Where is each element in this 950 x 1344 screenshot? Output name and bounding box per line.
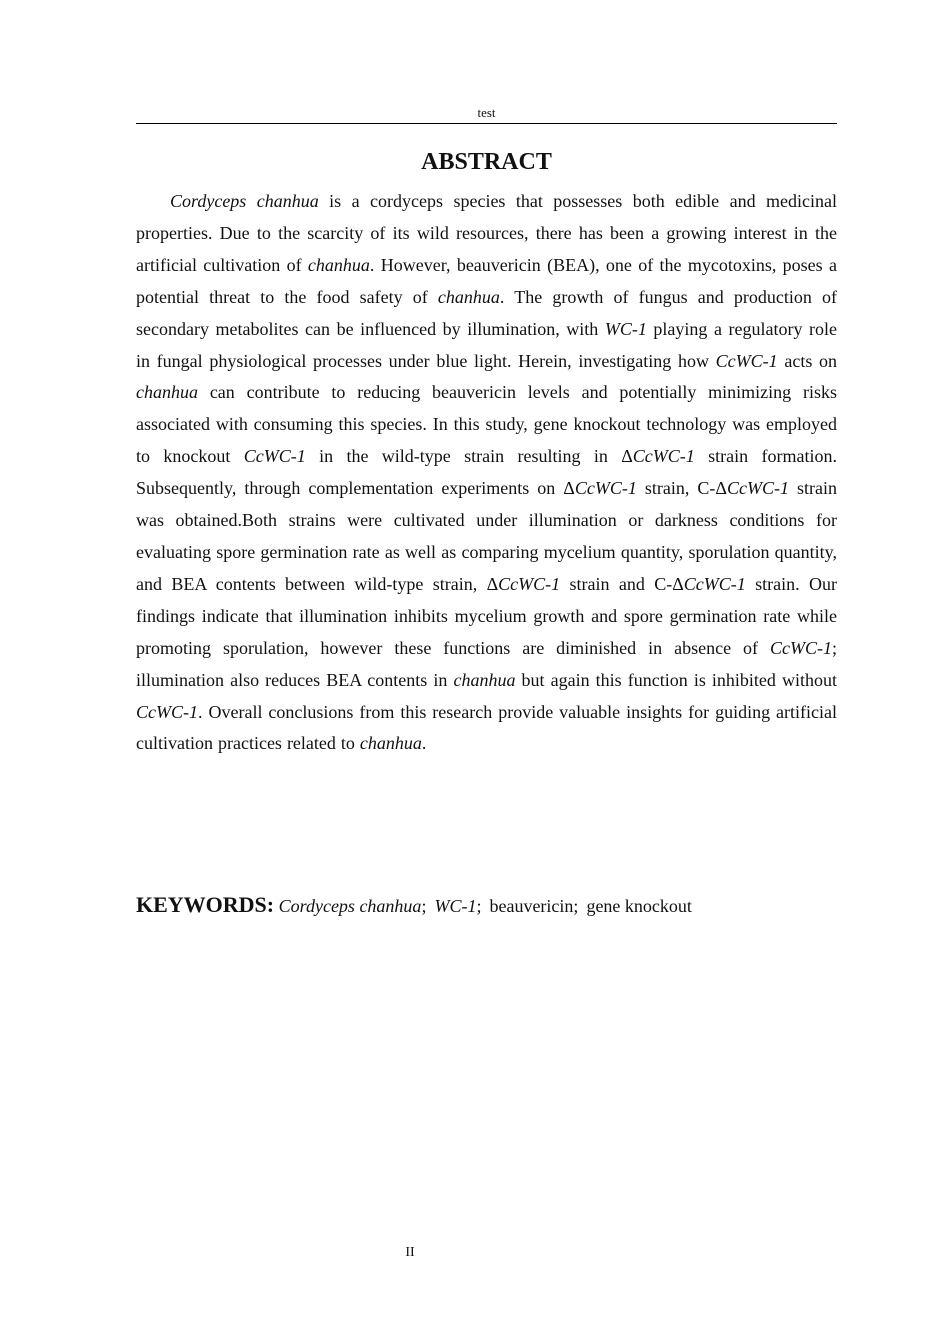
abstract-italic-term: WC-1 xyxy=(604,318,647,339)
abstract-text-run: . The growth of fungus and production of secondary metabolites can be influenced by illumination, with xyxy=(136,286,837,339)
abstract-text-run: strain and C-Δ xyxy=(560,573,684,594)
abstract-italic-term: chanhua xyxy=(307,254,370,275)
abstract-title: ABSTRACT xyxy=(421,149,552,175)
keywords-label: KEYWORDS: xyxy=(136,892,275,917)
keywords-line xyxy=(136,888,837,923)
abstract-body xyxy=(136,186,837,760)
abstract-text-run: . xyxy=(421,733,427,754)
abstract-text-run: but again this function is inhibited without xyxy=(515,669,837,690)
keyword-separator: ; xyxy=(476,896,482,916)
abstract-italic-term: CcWC-1 xyxy=(136,701,198,722)
abstract-italic-term: chanhua xyxy=(437,286,500,307)
abstract-text-run: strain was obtained.Both strains were cultivated under illumination or darkness conditions for evaluating spore germination rate as well as comparing mycelium quantity, sporulation quantity, and BEA contents between wild-type strain, Δ xyxy=(136,478,837,594)
abstract-italic-term: chanhua xyxy=(453,669,516,690)
abstract-text-run: is a cordyceps species that possesses both edible and medicinal properties. Due to the scarcity of its wild resources, there has been a growing interest in the artificial cultivation of xyxy=(136,191,837,275)
running-header: test xyxy=(136,104,837,124)
page-number: II xyxy=(405,1245,415,1260)
keyword-item: Cordyceps chanhua xyxy=(278,896,422,916)
abstract-italic-term: Cordyceps chanhua xyxy=(170,191,319,211)
abstract-italic-term: chanhua xyxy=(136,382,198,403)
abstract-italic-term: CcWC-1 xyxy=(726,478,789,499)
keyword-item: gene knockout xyxy=(586,896,692,916)
abstract-italic-term: CcWC-1 xyxy=(498,573,561,594)
abstract-italic-term: CcWC-1 xyxy=(243,446,306,467)
abstract-text-run: strain. Our findings indicate that illumination inhibits mycelium growth and spore germination rate while promoting sporulation, however these functions are diminished in absence of xyxy=(136,573,837,658)
keyword-separator: ; xyxy=(573,896,579,916)
abstract-text-run: . Overall conclusions from this research provide valuable insights for guiding artificial cultivation practices related to xyxy=(136,701,837,754)
abstract-italic-term: CcWC-1 xyxy=(632,446,695,467)
abstract-text-run: strain formation. Subsequently, through complementation experiments on Δ xyxy=(136,446,837,499)
abstract-text-run: strain, C-Δ xyxy=(636,478,727,499)
abstract-text-run: can contribute to reducing beauvericin levels and potentially minimizing risks associated with consuming this species. In this study, gene knockout technology was employed to knockout xyxy=(136,382,837,467)
abstract-italic-term: CcWC-1 xyxy=(769,637,832,658)
abstract-text-run: in the wild-type strain resulting in Δ xyxy=(305,446,633,467)
keyword-separator: ; xyxy=(421,896,427,916)
abstract-italic-term: chanhua xyxy=(359,733,422,754)
abstract-text-run: ; illumination also reduces BEA contents in xyxy=(136,637,837,690)
abstract-italic-term: CcWC-1 xyxy=(683,573,746,594)
abstract-italic-term: CcWC-1 xyxy=(715,350,778,371)
keyword-item: WC-1 xyxy=(434,896,477,916)
abstract-text-run: playing a regulatory role in fungal physiological processes under blue light. Herein, investigating how xyxy=(136,318,838,371)
abstract-text-run: acts on xyxy=(777,350,838,371)
keyword-item: beauvericin xyxy=(489,896,574,916)
abstract-italic-term: CcWC-1 xyxy=(574,478,637,499)
abstract-text-run: . However, beauvericin (BEA), one of the mycotoxins, poses a potential threat to the food safety of xyxy=(136,254,837,307)
